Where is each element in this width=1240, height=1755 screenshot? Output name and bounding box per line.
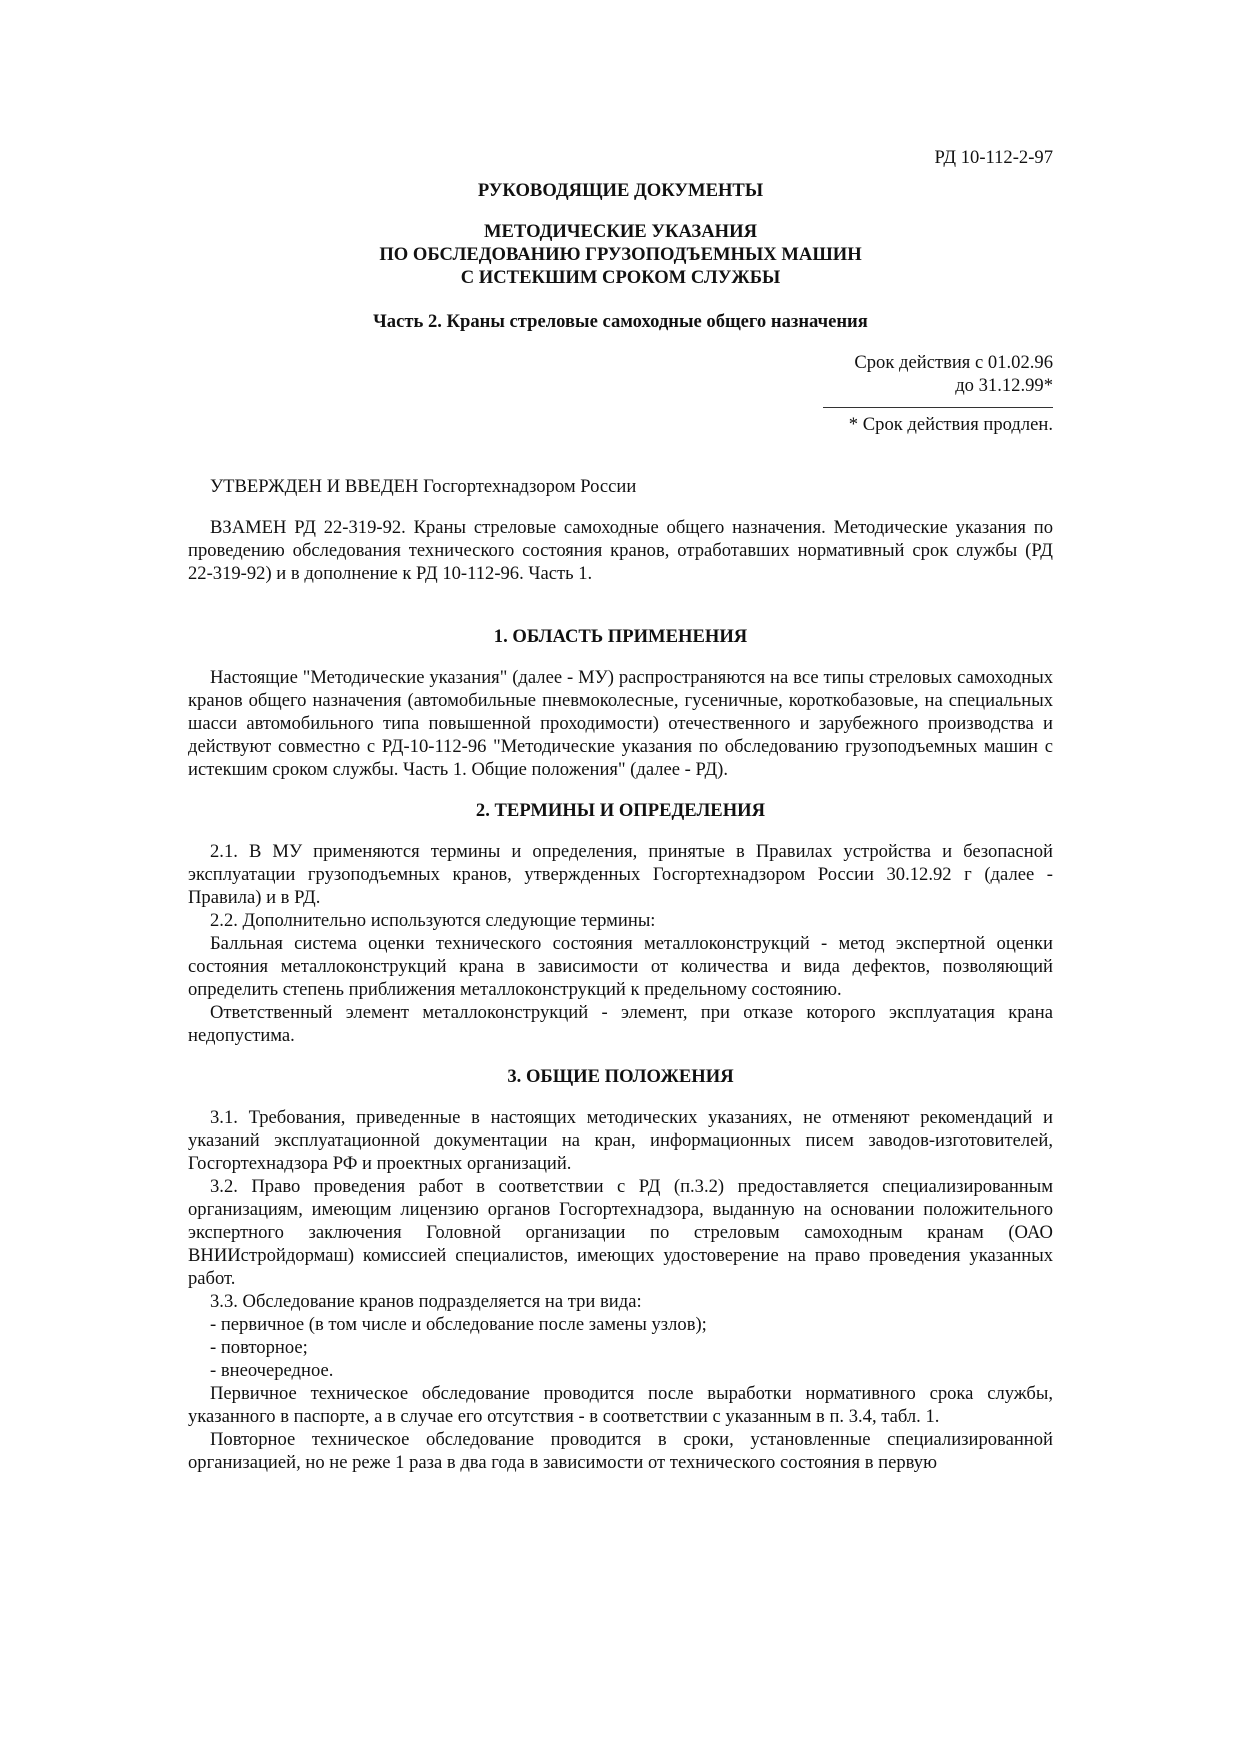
section-3-paragraph: 3.1. Требования, приведенные в настоящих методических указаниях, не отменяют рекомендаций и указаний эксплуатационной документации на кран, информационных писем заводов-изготовителей, Госгортехнадзора РФ и проектных организаций. [188,1107,1053,1174]
document-code: РД 10-112-2-97 [934,147,1053,168]
section-2-paragraph: Балльная система оценки технического состояния металлоконструкций - метод экспертной оценки состояния металлоконструкций крана в зависимости от количества и вида дефектов, позволяющий определить степень приближения металлоконструкций к предельному состоянию. [188,933,1053,1000]
list-item: - внеочередное. [210,1360,334,1381]
document-part: Часть 2. Краны стреловые самоходные общего назначения [373,311,868,332]
replaces-statement: ВЗАМЕН РД 22-319-92. Краны стреловые самоходные общего назначения. Методические указания по проведению обследования технического состояния кранов, отработавших нормативный срок службы (РД 22-319-92) и в дополнение к РД 10-112-96. Часть 1. [188,517,1053,584]
document-type: РУКОВОДЯЩИЕ ДОКУМЕНТЫ [477,180,764,201]
section-2-paragraph: Ответственный элемент металлоконструкций - элемент, при отказе которого эксплуатация крана недопустима. [188,1002,1053,1046]
list-item: - повторное; [210,1337,308,1358]
section-1-heading: 1. ОБЛАСТЬ ПРИМЕНЕНИЯ [493,626,748,647]
section-3-paragraph: Первичное техническое обследование проводится после выработки нормативного срока службы, указанного в паспорте, а в случае его отсутствия - в соответствии с указанным в п. 3.4, табл. 1. [188,1383,1053,1427]
section-2-paragraph: 2.2. Дополнительно используются следующие термины: [210,910,656,931]
validity-block [818,351,1053,436]
section-3-heading: 3. ОБЩИЕ ПОЛОЖЕНИЯ [507,1066,734,1087]
approved-statement: УТВЕРЖДЕН И ВВЕДЕН Госгортехнадзором России [210,476,637,497]
validity-footnote: * Срок действия продлен. [848,414,1053,435]
validity-from: Срок действия с 01.02.96 [854,352,1053,373]
title-line: С ИСТЕКШИМ СРОКОМ СЛУЖБЫ [460,267,781,288]
list-item: - первичное (в том числе и обследование после замены узлов); [210,1314,707,1335]
section-3-paragraph: 3.3. Обследование кранов подразделяется на три вида: [210,1291,642,1312]
section-3-paragraph: Повторное техническое обследование проводится в сроки, установленные специализированной организацией, но не реже 1 раза в два года в зависимости от технического состояния в первую [188,1429,1053,1473]
section-2-paragraph: 2.1. В МУ применяются термины и определения, принятые в Правилах устройства и безопасной эксплуатации грузоподъемных кранов, утвержденных Госгортехнадзором России 30.12.92 г (далее - Правила) и в РД. [188,841,1053,908]
title-line: МЕТОДИЧЕСКИЕ УКАЗАНИЯ [483,221,758,242]
section-1-paragraph: Настоящие "Методические указания" (далее - МУ) распространяются на все типы стреловых самоходных кранов общего назначения (автомобильные пневмоколесные, гусеничные, короткобазовые, на специальных шасси автомобильного типа повышенной проходимости) отечественного и зарубежного производства и действуют совместно с РД-10-112-96 "Методические указания по обследованию грузоподъемных машин с истекшим сроком службы. Часть 1. Общие положения" (далее - РД). [188,667,1053,780]
footnote-rule [823,407,1053,408]
document-title [188,220,1053,289]
section-2-heading: 2. ТЕРМИНЫ И ОПРЕДЕЛЕНИЯ [475,800,766,821]
section-3-paragraph: 3.2. Право проведения работ в соответствии с РД (п.3.2) предоставляется специализированным организациям, имеющим лицензию органов Госгортехнадзора, выданную на основании положительного экспертного заключения Головной организации по стреловым самоходным кранам (ОАО ВНИИстройдормаш) комиссией специалистов, имеющих удостоверение на право проведения указанных работ. [188,1176,1053,1289]
document-page [188,146,1053,1474]
validity-to: до 31.12.99* [955,375,1053,396]
title-line: ПО ОБСЛЕДОВАНИЮ ГРУЗОПОДЪЕМНЫХ МАШИН [379,244,862,265]
